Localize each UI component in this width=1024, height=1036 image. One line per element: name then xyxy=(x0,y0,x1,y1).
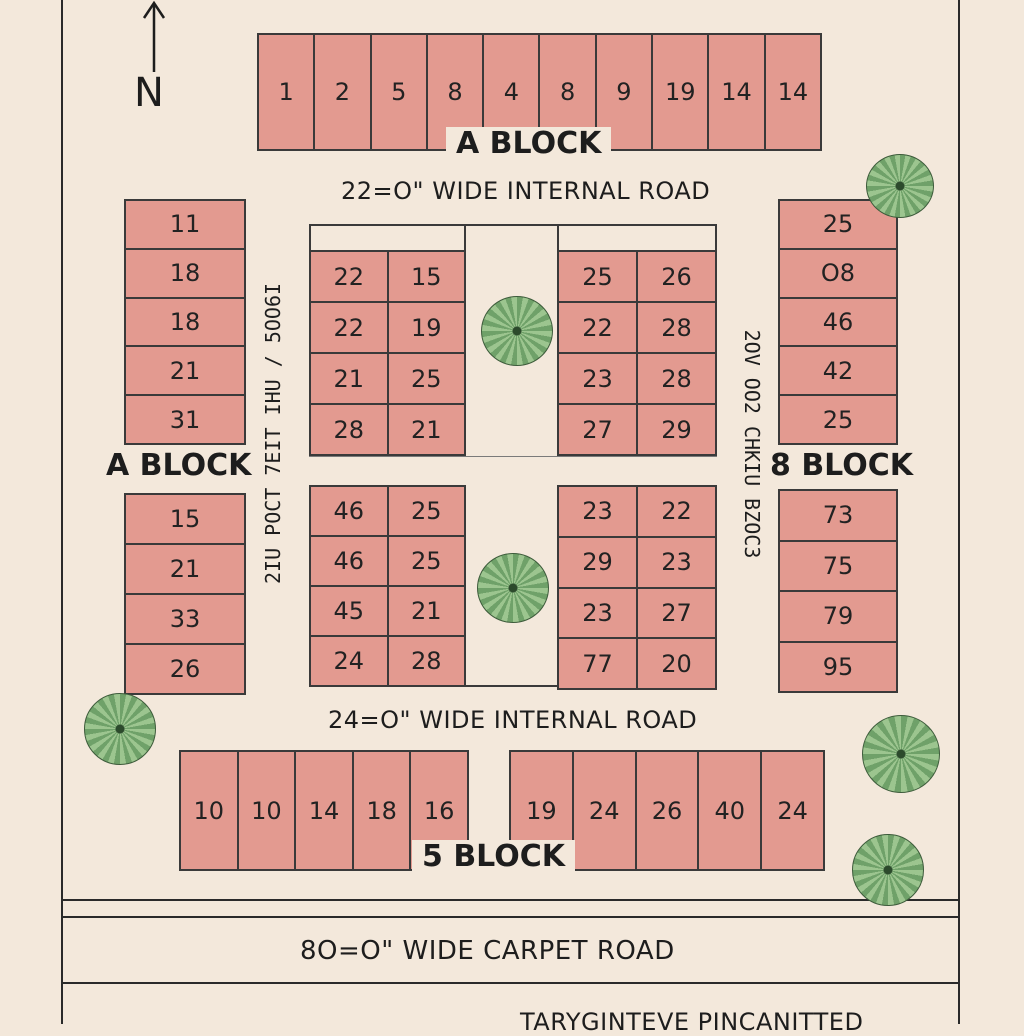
plot[interactable]: 18 xyxy=(126,250,244,297)
plot[interactable]: 14 xyxy=(766,35,820,149)
plot[interactable]: 8 xyxy=(428,35,482,149)
plot[interactable]: 10 xyxy=(239,752,295,869)
plot[interactable]: 21 xyxy=(311,354,387,403)
plot[interactable]: 27 xyxy=(638,589,715,638)
plot[interactable]: 25 xyxy=(780,201,896,248)
plot[interactable]: 28 xyxy=(389,637,465,685)
footer-text: TARYGINTEVE PINCANITTED xyxy=(520,1008,864,1036)
carpet-road-edge-top xyxy=(61,899,960,901)
plot[interactable]: 18 xyxy=(354,752,410,869)
plot[interactable]: 4 xyxy=(484,35,538,149)
plot[interactable]: 23 xyxy=(559,354,636,403)
left-lower-plots xyxy=(124,493,246,695)
plot[interactable]: 10 xyxy=(181,752,237,869)
plot[interactable]: 21 xyxy=(389,405,465,454)
tree-icon xyxy=(852,834,924,906)
tree-icon xyxy=(477,553,549,623)
plot[interactable]: 26 xyxy=(637,752,698,869)
plot[interactable]: 95 xyxy=(780,643,896,692)
plot[interactable]: 28 xyxy=(638,303,715,352)
plot[interactable]: 23 xyxy=(638,538,715,587)
plot[interactable]: 19 xyxy=(511,752,572,869)
plot[interactable]: 75 xyxy=(780,542,896,591)
carpet-road-edge-bottom xyxy=(61,982,960,984)
center-right-header xyxy=(557,224,717,252)
plot[interactable]: 25 xyxy=(389,354,465,403)
tree-icon xyxy=(84,693,156,765)
plot[interactable]: 29 xyxy=(638,405,715,454)
plot[interactable]: 46 xyxy=(780,299,896,346)
right-vertical-road-label: 2OV OO2 CHKIU BZOC3 xyxy=(740,329,764,559)
plot[interactable]: 19 xyxy=(653,35,707,149)
plot[interactable]: 46 xyxy=(311,487,387,535)
plot[interactable]: 73 xyxy=(780,491,896,540)
plot[interactable]: 21 xyxy=(389,587,465,635)
tree-icon xyxy=(862,715,940,793)
center-left-upper-plots xyxy=(309,250,466,456)
plot[interactable]: 26 xyxy=(126,645,244,693)
plot[interactable]: 22 xyxy=(559,303,636,352)
bottom-internal-road-label: 24=O" WIDE INTERNAL ROAD xyxy=(328,706,698,734)
plot[interactable]: 25 xyxy=(780,396,896,443)
plot[interactable]: 22 xyxy=(311,303,387,352)
plot[interactable]: 21 xyxy=(126,347,244,394)
plot[interactable]: 14 xyxy=(296,752,352,869)
plot[interactable]: 16 xyxy=(411,752,467,869)
plot[interactable]: 46 xyxy=(311,537,387,585)
left-vertical-road-label: 2IU POCT 7EIT IHU / 5OO6I xyxy=(261,282,285,584)
plot[interactable]: 24 xyxy=(311,637,387,685)
plot[interactable]: 33 xyxy=(126,595,244,643)
left-upper-plots xyxy=(124,199,246,445)
plot[interactable]: 45 xyxy=(311,587,387,635)
center-left-lower-plots xyxy=(309,485,466,687)
plot[interactable]: 25 xyxy=(559,252,636,301)
plot[interactable]: 14 xyxy=(709,35,763,149)
plot[interactable]: 5 xyxy=(372,35,426,149)
central-cross-path xyxy=(309,456,717,457)
plot[interactable]: 27 xyxy=(559,405,636,454)
carpet-road-edge-inner xyxy=(61,916,960,918)
right-upper-plots xyxy=(778,199,898,445)
right-lower-plots xyxy=(778,489,898,693)
plot[interactable]: 42 xyxy=(780,347,896,394)
center-left-header xyxy=(309,224,466,252)
plot[interactable]: 21 xyxy=(126,545,244,593)
plot[interactable]: 79 xyxy=(780,592,896,641)
plot[interactable]: 11 xyxy=(126,201,244,248)
center-right-upper-plots xyxy=(557,250,717,456)
plot[interactable]: 40 xyxy=(699,752,760,869)
site-boundary-left xyxy=(61,0,63,1024)
top-internal-road-label: 22=O" WIDE INTERNAL ROAD xyxy=(341,177,711,205)
center-right-lower-plots xyxy=(557,485,717,690)
plot[interactable]: 15 xyxy=(389,252,465,301)
plot[interactable]: 28 xyxy=(311,405,387,454)
plot[interactable]: 29 xyxy=(559,538,636,587)
plot[interactable]: 23 xyxy=(559,589,636,638)
plot[interactable]: 22 xyxy=(638,487,715,536)
top-block-label: A BLOCK xyxy=(446,127,611,161)
plot[interactable]: 25 xyxy=(389,537,465,585)
tree-icon xyxy=(866,154,934,218)
site-boundary-right xyxy=(958,0,960,1024)
plot[interactable]: 20 xyxy=(638,639,715,688)
carpet-road-label: 8O=O" WIDE CARPET ROAD xyxy=(300,936,675,966)
left-block-label: A BLOCK xyxy=(100,449,257,483)
plot[interactable]: 18 xyxy=(126,299,244,346)
plot[interactable]: O8 xyxy=(780,250,896,297)
north-arrow-icon xyxy=(139,0,169,80)
plot[interactable]: 26 xyxy=(638,252,715,301)
plot[interactable]: 15 xyxy=(126,495,244,543)
plot[interactable]: 22 xyxy=(311,252,387,301)
plot[interactable]: 8 xyxy=(540,35,594,149)
bottom-block-label: 5 BLOCK xyxy=(412,840,575,874)
plot[interactable]: 2 xyxy=(315,35,369,149)
tree-icon xyxy=(481,296,553,366)
plot[interactable]: 19 xyxy=(389,303,465,352)
plot[interactable]: 9 xyxy=(597,35,651,149)
plot[interactable]: 77 xyxy=(559,639,636,688)
plot[interactable]: 31 xyxy=(126,396,244,443)
plot[interactable]: 25 xyxy=(389,487,465,535)
plot[interactable]: 28 xyxy=(638,354,715,403)
plot[interactable]: 1 xyxy=(259,35,313,149)
plot[interactable]: 24 xyxy=(762,752,823,869)
plot[interactable]: 23 xyxy=(559,487,636,536)
plot[interactable]: 24 xyxy=(574,752,635,869)
north-label: N xyxy=(134,70,164,116)
right-block-label: 8 BLOCK xyxy=(764,449,919,483)
